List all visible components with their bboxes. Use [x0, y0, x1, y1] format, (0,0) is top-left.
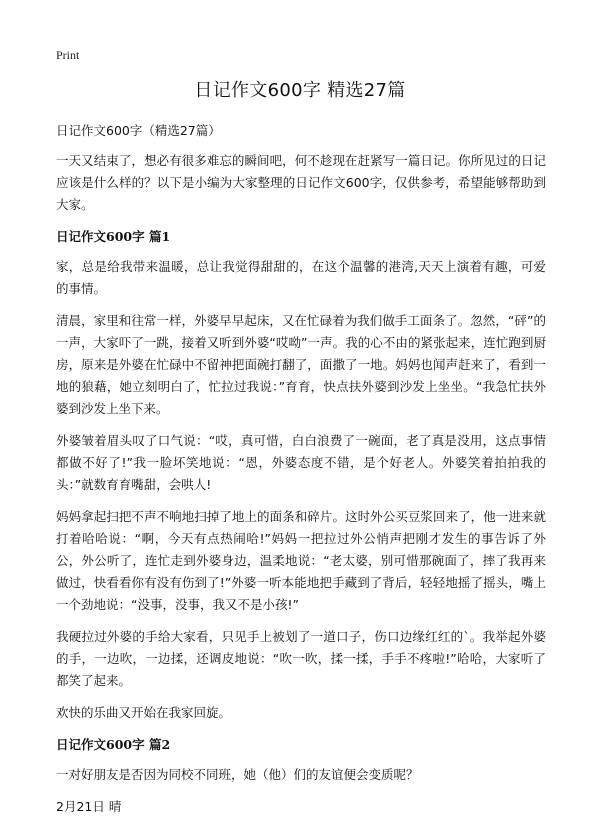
paragraph: 妈妈拿起扫把不声不响地扫掉了地上的面条和碎片。这时外公买豆浆回来了，他一进来就打着哈哈说：“啊，今天有点热闹哈!”妈妈一把拉过外公悄声把刚才发生的事告诉了外公，外公听了，连忙走到外婆身边，温柔地说：“老太婆，别可惜那碗面了，摔了我再来做过，快看看你有没有伤到了!”外婆一听本能地把手藏到了背后，轻轻地摇了摇头，嘴上一个劲地说：“没事，没事，我又不是小孩!” — [56, 509, 546, 612]
date-line: 2月21日 晴 — [56, 799, 122, 814]
article-subtitle: 日记作文600字（精选27篇） — [56, 123, 221, 138]
section-heading-2: 日记作文600字 篇2 — [56, 737, 171, 752]
intro-paragraph: 一天又结束了，想必有很多难忘的瞬间吧，何不趁现在赶紧写一篇日记。你所见过的日记应该是什么样的？以下是小编为大家整理的日记作文600字，仅供参考，希望能够帮助到大家。 — [56, 153, 546, 212]
paragraph: 家，总是给我带来温暖，总让我觉得甜甜的，在这个温馨的港湾,天天上演着有趣，可爱的事情。 — [56, 259, 546, 296]
paragraph: 欢快的乐曲又开始在我家回旋。 — [56, 705, 232, 720]
paragraph: 我硬拉过外婆的手给大家看，只见手上被划了一道口子，伤口边缘红红的`。我举起外婆的手，一边吹，一边揉，还调皮地说：“吹一吹，揉一揉，手手不疼啦!”哈哈，大家听了都笑了起来。 — [56, 629, 546, 688]
section-heading-1: 日记作文600字 篇1 — [56, 229, 171, 244]
article-body — [56, 120, 546, 828]
paragraph: 一对好朋友是否因为同校不同班，她（他）们的友谊便会变质呢？ — [56, 767, 419, 782]
paragraph: 外婆皱着眉头叹了口气说：“哎，真可惜，白白浪费了一碗面，老了真是没用，这点事情都做不好了!”我一脸坏笑地说：“恩，外婆态度不错，是个好老人。外婆笑着拍拍我的头：”就数育育嘴甜，会哄人! — [56, 433, 546, 492]
paragraph: 清晨，家里和往常一样，外婆早早起床，又在忙碌着为我们做手工面条了。忽然，“砰”的一声，大家吓了一跳，接着又听到外婆“哎呦”一声。我的心不由的紧张起来，连忙跑到厨房，原来是外婆在忙碌中不留神把面碗打翻了，面撒了一地。妈妈也闻声赶来了，看到一地的狼藉，她立刻明白了，忙拉过我说：”育育，快点扶外婆到沙发上坐坐。“我急忙扶外婆到沙发上坐下来。 — [56, 313, 546, 416]
print-link[interactable]: Print — [56, 48, 80, 62]
page-title: 日记作文600字 精选27篇 — [194, 80, 406, 101]
